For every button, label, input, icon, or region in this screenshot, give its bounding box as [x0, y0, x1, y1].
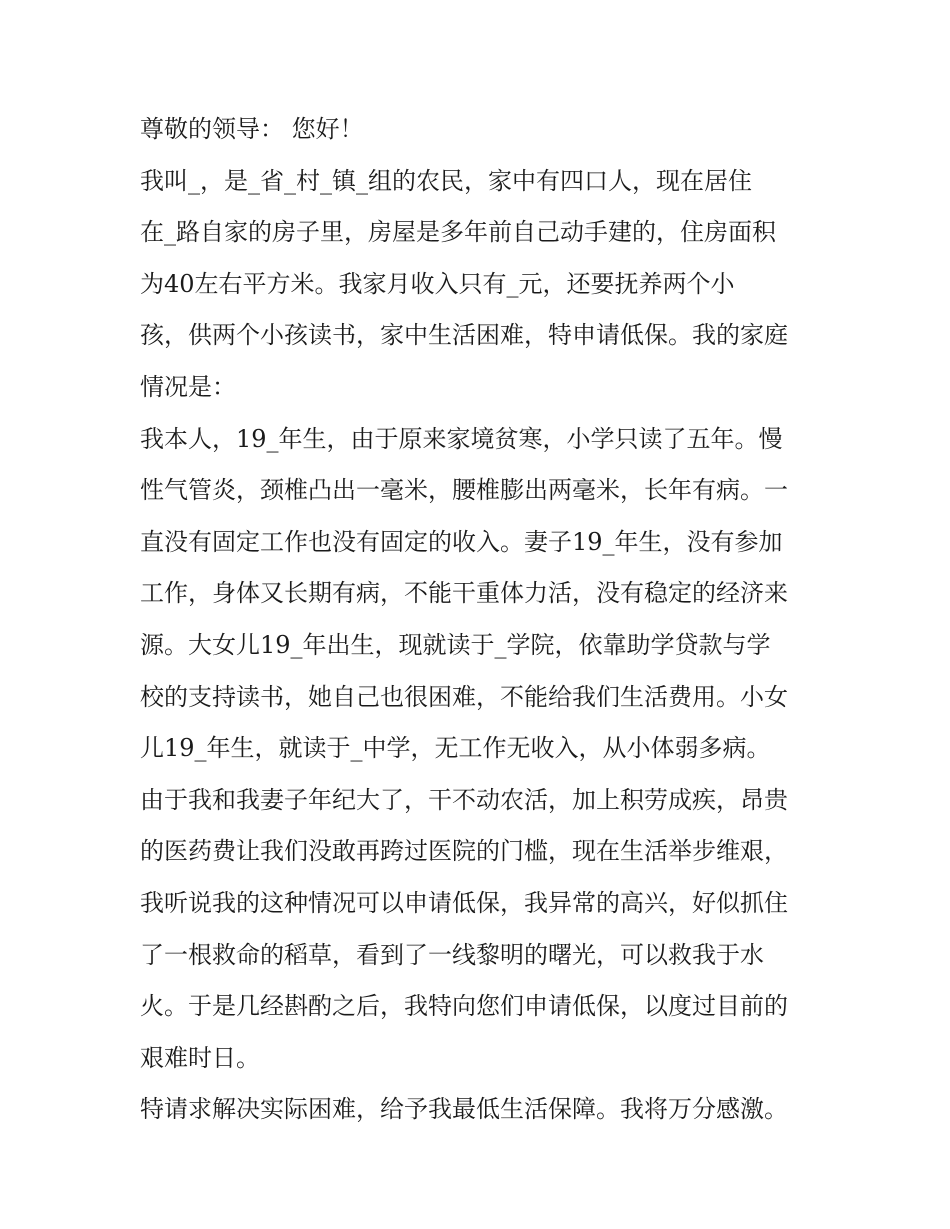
text-line: 我本人，19_年生，由于原来家境贫寒，小学只读了五年。慢	[140, 424, 783, 453]
text-line: 由于我和我妻子年纪大了，干不动农活，加上积劳成疾，昂贵	[140, 785, 788, 814]
text-line: 我听说我的这种情况可以申请低保，我异常的高兴，好似抓住	[140, 888, 788, 917]
text-line: 在_路自家的房子里，房屋是多年前自己动手建的，住房面积	[140, 218, 776, 247]
text-line: 情况是：	[140, 372, 236, 401]
text-line: 儿19_年生，就读于_中学，无工作无收入，从小体弱多病。	[140, 734, 771, 763]
text-line: 孩，供两个小孩读书，家中生活困难，特申请低保。我的家庭	[140, 321, 788, 350]
text-line: 了一根救命的稻草，看到了一线黎明的曙光，可以救我于水	[140, 940, 764, 969]
text-line: 艰难时日。	[140, 1043, 260, 1072]
letter-body	[140, 104, 820, 1136]
text-line: 校的支持读书，她自己也很困难，不能给我们生活费用。小女	[140, 682, 788, 711]
text-line: 源。大女儿19_年出生，现就读于_学院，依靠助学贷款与学	[140, 630, 771, 659]
text-line: 的医药费让我们没敢再跨过医院的门槛，现在生活举步维艰，	[140, 837, 788, 866]
text-line: 我叫_，是_省_村_镇_组的农民，家中有四口人，现在居住	[140, 166, 752, 195]
text-line: 直没有固定工作也没有固定的收入。妻子19_年生，没有参加	[140, 527, 783, 556]
text-line: 工作，身体又长期有病，不能干重体力活，没有稳定的经济来	[140, 579, 788, 608]
salutation-line: 尊敬的领导： 您好！	[140, 115, 364, 143]
text-line: 火。于是几经斟酌之后，我特向您们申请低保，以度过目前的	[140, 992, 788, 1021]
text-line: 为40左右平方米。我家月收入只有_元，还要抚养两个小	[140, 269, 735, 298]
closing-line: 特请求解决实际困难，给予我最低生活保障。我将万分感激。	[140, 1095, 788, 1124]
text-line: 性气管炎，颈椎凸出一毫米，腰椎膨出两毫米，长年有病。一	[140, 476, 788, 505]
